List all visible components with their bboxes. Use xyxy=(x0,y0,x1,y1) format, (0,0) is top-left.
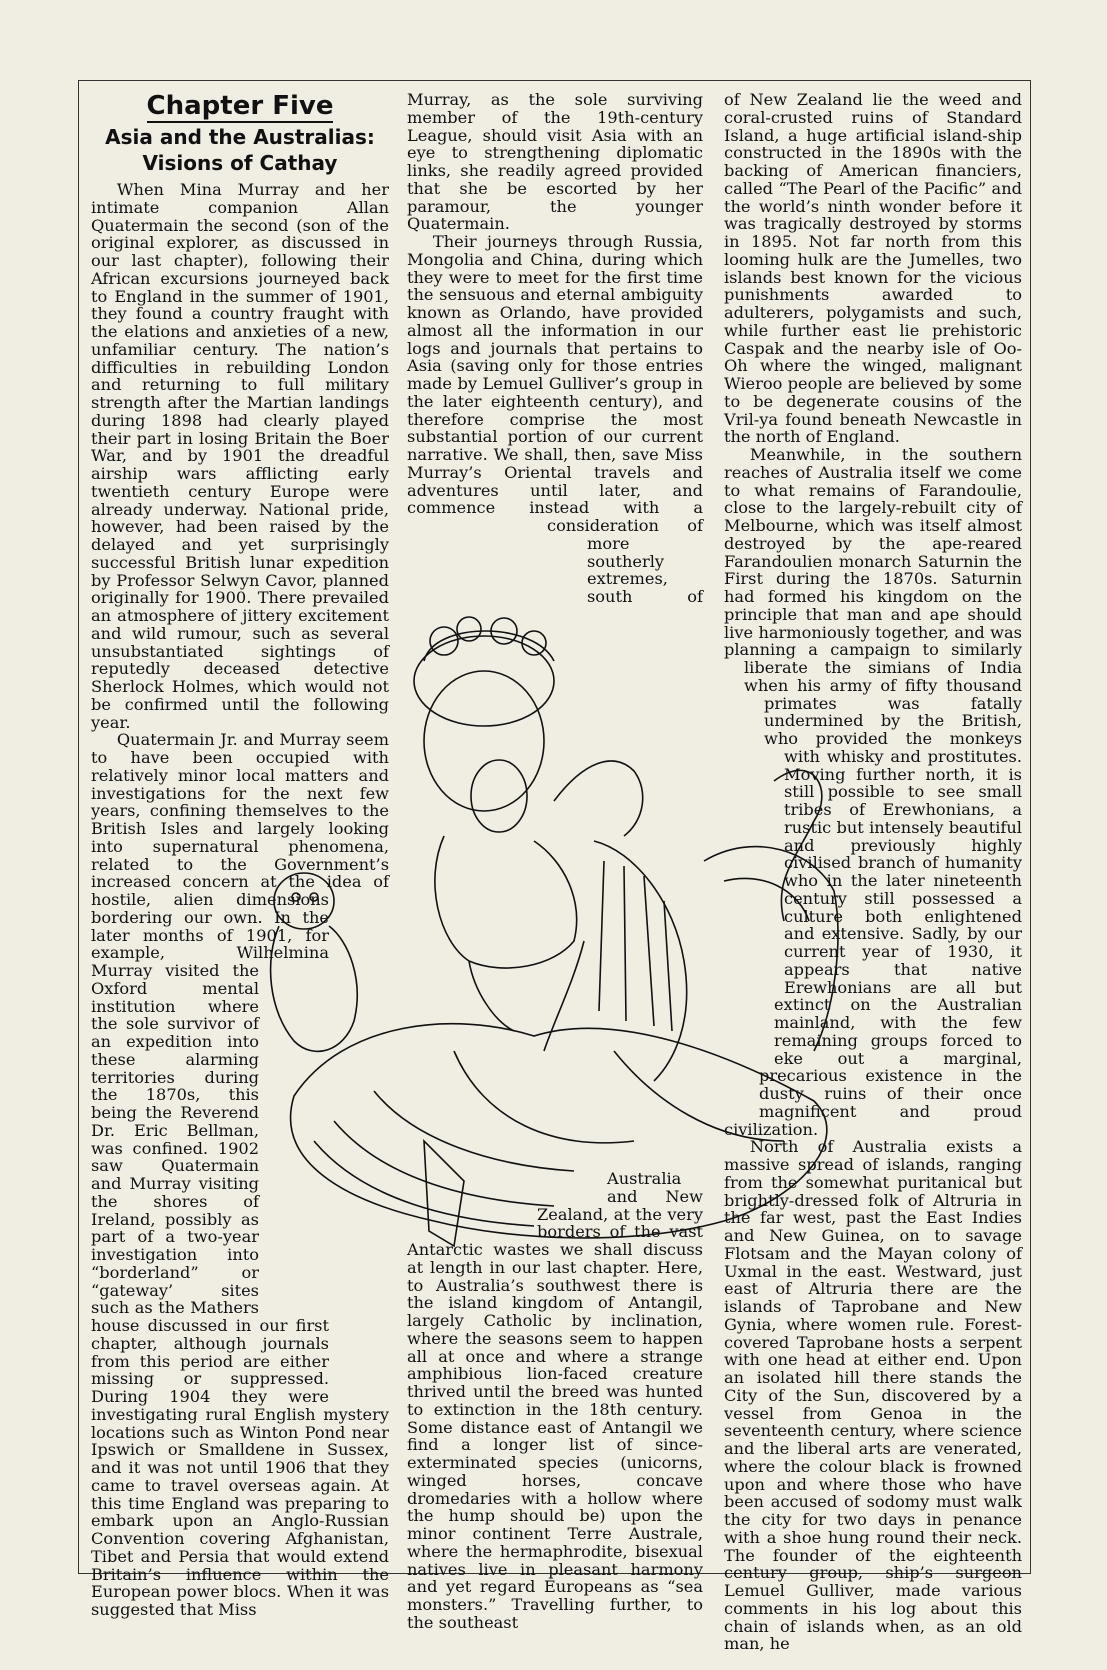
chapter-title: Chapter Five xyxy=(146,91,334,121)
body-paragraph: Their journeys through Russia, Mongolia and China, during which they were to meet for the first time the sensuous and eternal ambiguity known as Orlando, have provided almost all the information in our logs and journals that pertains to Asia (saving only for those entries made by Lemuel Gulliver’s group in the later eighteenth century), and therefore comprise the most substantial portion of our current narrative. We shall, then, save Miss Murray’s Oriental travels and adventures until later, and commence instead with a consideration of more southerly extremes, south of Australia and New Zealand, at the very borders of the vast Antarctic wastes we shall discuss at length in our last chapter. Here, to Australia’s southwest there is the island kingdom of Antangil, largely Catholic by inclination, where the seasons seem to happen all at once and where a strange amphibious lion-faced creature thrived until the breed was hunted to extinction in the 18th century. Some distance east of Antangil we find a longer list of since-exterminated species (unicorns, winged horses, concave dromedaries with a hollow where the hump should be) upon the minor continent Terre Australe, where the hermaphrodite, bisexual natives live in pleasant harmony and yet regard Europeans as “sea monsters.” Travelling further, to the southeast xyxy=(407,232,703,1632)
body-paragraph: Murray, as the sole surviving member of the 19th-century League, should visit Asia with an eye to strengthening diplomatic links, she readily agreed provided that she be escorted by her paramour, the younger Quatermain. xyxy=(407,90,703,234)
victorian-lady-and-monkeys-illustration xyxy=(254,581,894,1351)
chapter-heading xyxy=(91,91,389,175)
body-paragraph: Meanwhile, in the southern reaches of Australia itself we come to what remains of Farandoulie, close to the largely-rebuilt city of Melbourne, which was itself almost destroyed by the ape-reared Farandoulien monarch Saturnin the First during the 1870s. Saturnin had formed his kingdom on the principle that man and ape should live harmoniously together, and was planning a campaign to similarly liberate the simians of India when his army of fifty thousand primates was fatally undermined by the British, who provided the monkeys with whisky and prostitutes. Moving further north, it is still possible to see small tribes of Erewhonians, a rustic but intensely beautiful and previously highly civilised branch of humanity who in the later nineteenth century still possessed a culture both enlightened and extensive. Sadly, by our current year of 1930, it appears that native Erewhonians are all but extinct on the Australian mainland, with the few remaining groups forced to eke out a marginal, precarious existence in the dusty ruins of their once magnificent and proud civilization. xyxy=(724,445,1022,1139)
chapter-subtitle-line2: Visions of Cathay xyxy=(142,151,338,175)
chapter-subtitle-line1: Asia and the Australias: xyxy=(105,125,375,149)
body-paragraph: When Mina Murray and her intimate companion Allan Quatermain the second (son of the original explorer, as discussed in our last chapter), following their African excursions journeyed back to England in the summer of 1901, they found a country fraught with the elations and anxieties of a new, unfamiliar century. The nation’s difficulties in rebuilding London and returning to full military strength after the Martian landings during 1898 had clearly played their part in losing Britain the Boer War, and by 1901 the dreadful airship wars afflicting early twentieth century Europe were already underway. National pride, however, had been raised by the delayed and yet surprisingly successful British lunar expedition by Professor Selwyn Cavor, planned originally for 1900. There prevailed an atmosphere of jittery excitement and wild rumour, such as several unsubstantiated sightings of reputedly deceased detective Sherlock Holmes, which would not be confirmed until the following year. xyxy=(91,180,389,732)
body-paragraph: of New Zealand lie the weed and coral-crusted ruins of Standard Island, a huge artificial island-ship constructed in the 1890s with the backing of American financiers, called “The Pearl of the Pacific” and the world’s ninth wonder before it was tragically destroyed by storms in 1895. Not far north from this looming hulk are the Jumelles, two islands best known for the vicious punishments awarded to adulterers, polygamists and such, while further east lie prehistoric Caspak and the nearby isle of Oo-Oh where the winged, malignant Wieroo people are believed by some to be degenerate cousins of the Vril-ya found beneath Newcastle in the north of England. xyxy=(724,90,1022,447)
body-paragraph: Quatermain Jr. and Murray seem to have been occupied with relatively minor local matters and investigations for the next few years, confining themselves to the British Isles and largely looking into supernatural phenomena, related to the Government’s increased concern at the idea of hostile, alien dimensions bordering our own. In the later months of 1901, for example, Wilhelmina Murray visited the Oxford mental institution where the sole survivor of an expedition into these alarming territories during the 1870s, this being the Reverend Dr. Eric Bellman, was confined. 1902 saw Quatermain and Murray visiting the shores of Ireland, possibly as part of a two-year investigation into “borderland” or “gateway’ sites such as the Mathers house discussed in our first chapter, although journals from this period are either missing or suppressed. During 1904 they were investigating rural English mystery locations such as Winton Pond near Ipswich or Smalldene in Sussex, and it was not until 1906 that they came to travel overseas again. At this time England was preparing to embark upon an Anglo-Russian Convention covering Afghanistan, Tibet and Persia that would extend Britain’s influence within the European power blocs. When it was suggested that Miss xyxy=(91,730,389,1619)
body-paragraph: North of Australia exists a massive spread of islands, ranging from the somewhat puritanical but brightly-dressed folk of Altruria in the far west, past the East Indies and New Guinea, on to savage Flotsam and the Mayan colony of Uxmal in the east. Westward, just east of Altruria there are the islands of Taprobane and New Gynia, where women rule. Forest-covered Taprobane hosts a serpent with one head at either end. Upon an isolated hill there stands the City of the Sun, discovered by a vessel from Genoa in the seventeenth century, where science and the liberal arts are venerated, where the colour black is frowned upon and where those who have been accused of sodomy must walk the city for two days in penance with a shoe hung round their neck. The founder of the eighteenth century group, ship’s surgeon Lemuel Gulliver, made various comments in his log about this chain of islands when, as an old man, he xyxy=(724,1137,1022,1654)
page-frame xyxy=(78,80,1031,1654)
